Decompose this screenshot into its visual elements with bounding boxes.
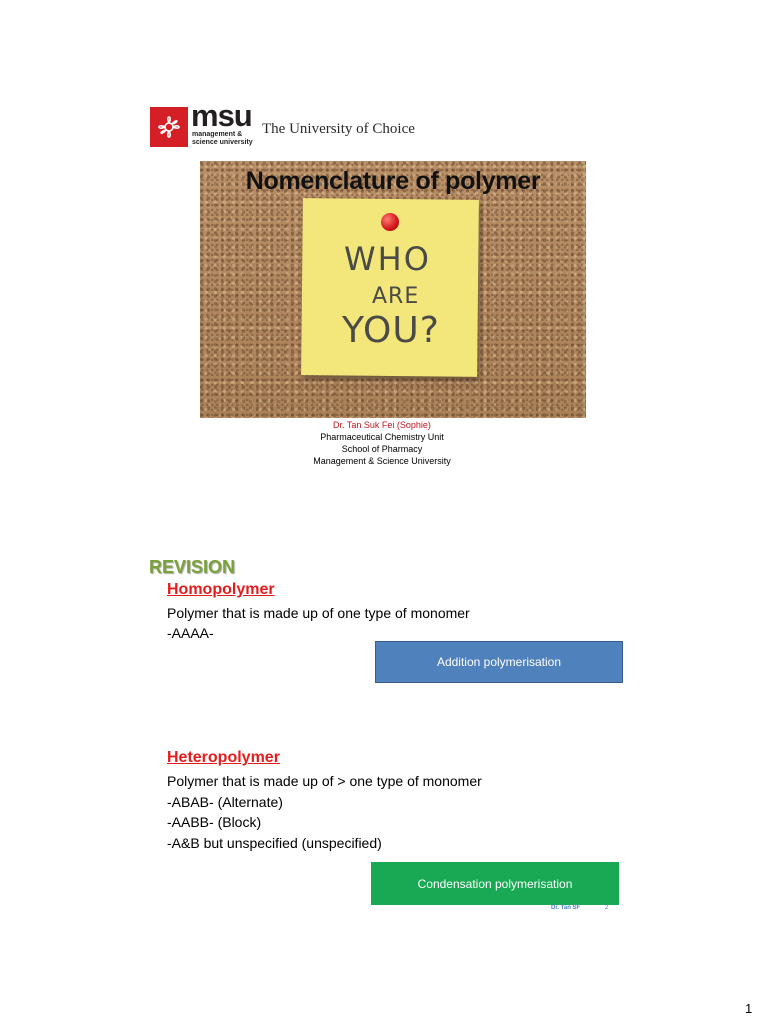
pushpin-icon: [381, 213, 399, 231]
presenter-school: School of Pharmacy: [341, 444, 423, 454]
note-text-line2: ARE: [372, 284, 420, 309]
msu-logo-flower-icon: [150, 107, 188, 147]
condensation-polymerisation-label: Condensation polymerisation: [417, 876, 573, 891]
logo-wordmark: msu: [191, 98, 252, 133]
logo-subtitle-line2: science university: [192, 139, 253, 146]
section-heading: REVISION: [149, 557, 236, 577]
heteropolymer-definition: Polymer that is made up of > one type of monomer: [167, 773, 482, 789]
logo-subtitle: [192, 131, 253, 147]
presenter-name: Dr. Tan Suk Fei (Sophie): [333, 420, 431, 430]
slide-footer-page-number: 2: [605, 905, 609, 911]
note-text-line1: WHO: [344, 240, 431, 278]
heteropolymer-example-unspecified: -A&B but unspecified (unspecified): [167, 835, 382, 851]
condensation-polymerisation-box: [371, 862, 619, 905]
presenter-university: Management & Science University: [313, 456, 451, 466]
homopolymer-heading: Homopolymer: [167, 581, 275, 598]
heteropolymer-heading: Heteropolymer: [167, 749, 280, 766]
presenter-unit: Pharmaceutical Chemistry Unit: [320, 432, 444, 442]
homopolymer-example: -AAAA-: [167, 625, 214, 641]
slide-title: Nomenclature of polymer: [245, 167, 541, 195]
logo-subtitle-line1: management &: [192, 131, 243, 138]
slide-footer-author: Dr. Tan SF: [551, 905, 581, 911]
document-page-number: 1: [745, 1001, 753, 1016]
heteropolymer-example-block: -AABB- (Block): [167, 814, 262, 830]
note-text-line3: YOU?: [342, 310, 440, 351]
addition-polymerisation-label: Addition polymerisation: [436, 655, 562, 669]
logo-tagline: The University of Choice: [262, 121, 415, 137]
heteropolymer-example-alternate: -ABAB- (Alternate): [167, 794, 283, 810]
addition-polymerisation-box: [375, 641, 623, 683]
homopolymer-definition: Polymer that is made up of one type of monomer: [167, 605, 470, 621]
